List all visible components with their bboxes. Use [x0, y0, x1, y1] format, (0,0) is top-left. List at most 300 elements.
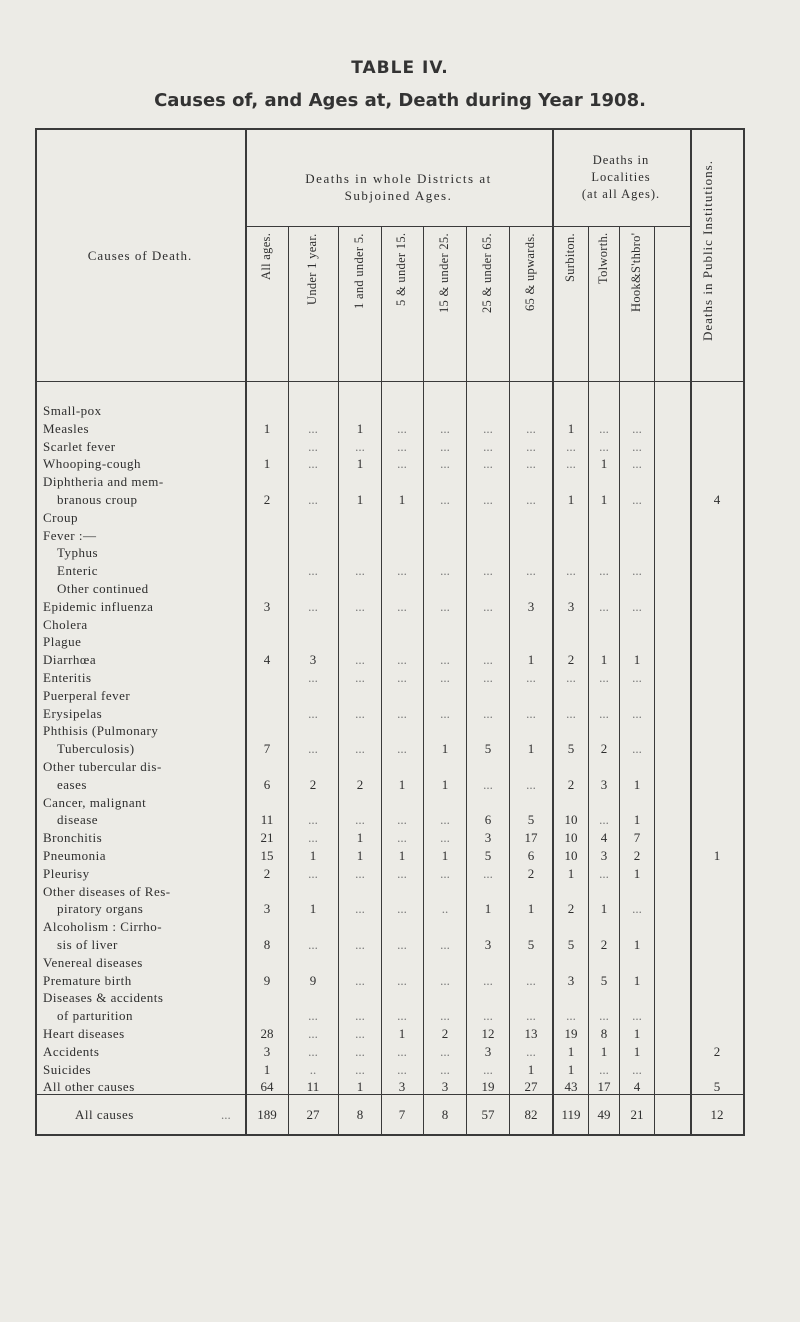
table-cell: 1: [633, 972, 641, 988]
table-cell: ...: [308, 1043, 318, 1059]
cause-label: Other diseases of Res-: [43, 883, 171, 899]
table-cell: 1: [398, 776, 406, 792]
totals-rule: [35, 1094, 745, 1095]
table-cell: ...: [308, 420, 318, 436]
table-cell: ...: [483, 598, 493, 614]
table-cell: 6: [484, 812, 492, 828]
table-cell: ...: [440, 1008, 450, 1024]
table-cell: 1: [263, 1061, 271, 1077]
table-cell: ...: [308, 598, 318, 614]
total-cell: 82: [524, 1107, 538, 1122]
table-cell: 1: [633, 1026, 641, 1041]
table-cell: 8: [600, 1026, 608, 1041]
table-cell: ...: [632, 705, 642, 721]
table-cell: ...: [397, 1008, 407, 1024]
table-cell: ...: [397, 652, 407, 668]
localities-group-header: [552, 152, 690, 203]
cause-label: Heart diseases: [43, 1026, 125, 1041]
total-cell: 57: [481, 1107, 495, 1122]
table-cell: 3: [484, 937, 492, 952]
table-cell: 1: [356, 492, 364, 507]
table-cell: 1: [527, 1061, 535, 1077]
table-cell: 2: [356, 776, 364, 792]
table-cell: ...: [440, 670, 450, 685]
table-cell: ...: [483, 438, 493, 454]
table-cell: 1: [356, 1079, 364, 1095]
table-cell: ...: [355, 1061, 365, 1077]
table-cell: 4: [600, 830, 608, 846]
leader-dots: ...: [221, 1107, 231, 1122]
table-cell: ...: [566, 670, 576, 685]
table-cell: 10: [564, 830, 578, 846]
table-cell: 1: [633, 937, 641, 952]
table-cell: ...: [632, 420, 642, 436]
cause-label: Erysipelas: [43, 705, 103, 721]
table-cell: ...: [483, 972, 493, 988]
table-cell: ...: [355, 705, 365, 721]
table-cell: 1: [633, 865, 641, 881]
table-cell: 15: [260, 848, 274, 863]
cause-label: Pleurisy: [43, 865, 90, 881]
table-cell: ...: [355, 741, 365, 757]
table-cell: ...: [440, 456, 450, 472]
cause-label: All other causes: [43, 1079, 135, 1095]
table-cell: ...: [440, 420, 450, 436]
cause-label-cont: piratory organs: [57, 901, 144, 917]
table-cell: ...: [599, 865, 609, 881]
col-rule: [423, 226, 424, 1136]
table-cell: ...: [308, 563, 318, 579]
cause-label: Premature birth: [43, 972, 132, 988]
table-cell: ...: [440, 598, 450, 614]
table-cell: 3: [441, 1079, 449, 1095]
table-cell: ...: [632, 598, 642, 614]
table-cell: 1: [633, 1043, 641, 1059]
cause-label: Puerperal fever: [43, 687, 131, 703]
cause-label: Bronchitis: [43, 830, 103, 846]
table-cell: ...: [599, 670, 609, 685]
table-cell: ...: [566, 705, 576, 721]
table-cell: ...: [308, 1026, 318, 1041]
table-cell: 4: [263, 652, 271, 668]
table-cell: ...: [483, 1008, 493, 1024]
table-cell: 1: [600, 456, 608, 472]
table-cell: 5: [567, 937, 575, 952]
table-cell: ...: [308, 492, 318, 507]
table-cell: ...: [483, 1061, 493, 1077]
table-cell: ...: [355, 901, 365, 917]
table-cell: ...: [355, 670, 365, 685]
header-rule: [35, 381, 745, 382]
group-rule: [245, 226, 690, 227]
table-cell: 1: [567, 1043, 575, 1059]
table-cell: 5: [484, 741, 492, 757]
table-cell: 10: [564, 812, 578, 828]
table-cell: 43: [564, 1079, 578, 1095]
table-cell: ...: [632, 438, 642, 454]
table-cell: ...: [483, 563, 493, 579]
table-cell: 1: [600, 1043, 608, 1059]
table-cell: ...: [397, 972, 407, 988]
table-cell: 1: [567, 1061, 575, 1077]
cause-label: Epidemic influenza: [43, 598, 154, 614]
public-institutions-header: Deaths in Public Institutions.: [700, 160, 715, 342]
table-cell: ...: [355, 563, 365, 579]
table-cell: ...: [355, 598, 365, 614]
table-cell: ...: [440, 652, 450, 668]
table-cell: 3: [527, 598, 535, 614]
column-header: Tolworth.: [596, 233, 610, 285]
table-cell: ...: [355, 972, 365, 988]
table-cell: 1: [263, 456, 271, 472]
table-cell: 1: [527, 901, 535, 917]
table-cell: ...: [308, 830, 318, 846]
table-cell: ...: [397, 420, 407, 436]
causes-header: Causes of Death.: [87, 248, 193, 263]
col-rule: [288, 226, 289, 1136]
table-cell: ...: [599, 563, 609, 579]
table-cell: ...: [632, 492, 642, 507]
table-cell: ...: [440, 492, 450, 507]
public-institution-value: 4: [713, 492, 721, 507]
table-cell: ...: [483, 776, 493, 792]
table-cell: 2: [309, 776, 317, 792]
table-cell: 3: [263, 598, 271, 614]
table-cell: ...: [397, 937, 407, 952]
column-header: 15 & under 25.: [437, 233, 451, 313]
total-cell: 189: [257, 1107, 277, 1122]
table-cell: 3: [567, 598, 575, 614]
table-cell: ...: [526, 670, 536, 685]
cause-label: Croup: [43, 509, 78, 525]
table-cell: ...: [355, 1043, 365, 1059]
table-cell: ...: [308, 865, 318, 881]
table-cell: ...: [397, 901, 407, 917]
table-cell: 3: [484, 830, 492, 846]
table-cell: ...: [440, 937, 450, 952]
table-cell: 1: [633, 812, 641, 828]
table-cell: ...: [355, 812, 365, 828]
left-border: [35, 128, 37, 1136]
cause-label-cont: branous croup: [57, 492, 138, 507]
table-cell: 2: [600, 937, 608, 952]
table-cell: 21: [260, 830, 274, 846]
table-cell: ...: [308, 937, 318, 952]
table-cell: 1: [309, 848, 317, 863]
table-cell: ...: [397, 705, 407, 721]
table-cell: ...: [632, 563, 642, 579]
table-cell: 11: [306, 1079, 320, 1095]
cause-label: Typhus: [57, 545, 99, 561]
table-cell: 8: [263, 937, 271, 952]
column-header: 5 & under 15.: [394, 233, 408, 307]
table-cell: ...: [483, 670, 493, 685]
top-border: [35, 128, 745, 130]
totals-label: All causes: [75, 1107, 134, 1122]
column-header: 25 & under 65.: [480, 233, 494, 313]
table-cell: 1: [263, 420, 271, 436]
table-cell: 1: [398, 848, 406, 863]
total-cell: 7: [398, 1107, 406, 1122]
localities-line2: Localities: [591, 170, 651, 184]
total-cell: 49: [597, 1107, 611, 1122]
table-cell: 5: [600, 972, 608, 988]
column-header: 65 & upwards.: [523, 233, 537, 311]
table-cell: 1: [527, 652, 535, 668]
table-number: TABLE IV.: [351, 58, 449, 78]
table-cell: ...: [397, 830, 407, 846]
table-cell: 2: [263, 492, 271, 507]
cause-label: Measles: [43, 420, 90, 436]
cause-label-cont: sis of liver: [57, 937, 118, 952]
localities-line1: Deaths in: [592, 153, 650, 167]
table-cell: ...: [397, 598, 407, 614]
table-cell: 10: [564, 848, 578, 863]
table-cell: 1: [398, 492, 406, 507]
table-title: Causes of, and Ages at, Death during Year 1908.: [154, 90, 646, 111]
column-header: Under 1 year.: [305, 233, 319, 305]
ages-group-header: [245, 170, 552, 204]
table-cell: 9: [263, 972, 271, 988]
table-cell: ...: [526, 438, 536, 454]
column-header: All ages.: [259, 233, 273, 281]
table-cell: 1: [398, 1026, 406, 1041]
table-cell: 1: [441, 741, 449, 757]
table-cell: 1: [441, 776, 449, 792]
table-cell: 5: [567, 741, 575, 757]
table-cell: ...: [566, 456, 576, 472]
table-cell: 6: [263, 776, 271, 792]
table-cell: ...: [526, 1043, 536, 1059]
total-cell: 27: [306, 1107, 320, 1122]
cause-label: Enteritis: [43, 670, 92, 685]
table-cell: 1: [600, 492, 608, 507]
table-cell: 2: [263, 865, 271, 881]
table-cell: ..: [309, 1061, 317, 1077]
table-cell: ...: [355, 652, 365, 668]
table-cell: ...: [599, 812, 609, 828]
ages-group-line2: Subjoined Ages.: [344, 188, 453, 203]
cause-label: Diphtheria and mem-: [43, 474, 164, 490]
cause-label: Cholera: [43, 616, 88, 632]
table-cell: ...: [526, 420, 536, 436]
table-cell: ...: [397, 438, 407, 454]
public-institution-value: 1: [713, 848, 721, 863]
cause-label: Accidents: [43, 1043, 100, 1059]
cause-label: Venereal diseases: [43, 954, 143, 970]
table-cell: 1: [356, 830, 364, 846]
table-cell: 6: [527, 848, 535, 863]
table-cell: ...: [599, 420, 609, 436]
table-cell: 9: [309, 972, 317, 988]
table-cell: 17: [597, 1079, 611, 1095]
table-cell: ...: [632, 1061, 642, 1077]
cause-label: Whooping-cough: [43, 456, 141, 472]
cause-label: Suicides: [43, 1061, 92, 1077]
table-cell: 13: [524, 1026, 538, 1041]
cause-label: Scarlet fever: [43, 438, 116, 454]
total-cell: 8: [441, 1107, 449, 1122]
table-cell: ...: [440, 1043, 450, 1059]
table-cell: 3: [309, 652, 317, 668]
cause-label-cont: disease: [57, 812, 99, 828]
table-cell: ...: [440, 865, 450, 881]
table-cell: ...: [632, 456, 642, 472]
table-cell: ...: [526, 456, 536, 472]
table-cell: ...: [632, 741, 642, 757]
table-cell: ...: [355, 1026, 365, 1041]
table-cell: ...: [566, 438, 576, 454]
table-cell: ...: [355, 865, 365, 881]
table-cell: ...: [526, 492, 536, 507]
table-cell: ...: [526, 563, 536, 579]
table-cell: 1: [633, 652, 641, 668]
table-cell: ...: [526, 972, 536, 988]
right-border: [743, 128, 745, 1136]
table-cell: ...: [440, 438, 450, 454]
localities-line3: (at all Ages).: [581, 187, 661, 201]
table-cell: 3: [484, 1043, 492, 1059]
table-cell: ...: [632, 670, 642, 685]
table-cell: 1: [356, 456, 364, 472]
table-cell: ...: [440, 563, 450, 579]
table-cell: ...: [440, 972, 450, 988]
table-cell: 1: [600, 901, 608, 917]
cause-label-cont: of parturition: [57, 1008, 133, 1024]
table-cell: ...: [308, 438, 318, 454]
table-cell: 1: [527, 741, 535, 757]
table-cell: ...: [632, 1008, 642, 1024]
table-cell: ...: [397, 812, 407, 828]
table-cell: 1: [441, 848, 449, 863]
table-cell: 1: [309, 901, 317, 917]
table-cell: ...: [566, 1008, 576, 1024]
table-cell: ...: [483, 492, 493, 507]
table-cell: 2: [567, 901, 575, 917]
table-cell: ...: [308, 456, 318, 472]
table-cell: 11: [260, 812, 274, 828]
table-cell: ...: [397, 741, 407, 757]
table-cell: ...: [397, 1043, 407, 1059]
table-cell: ...: [599, 438, 609, 454]
cause-label: Other tubercular dis-: [43, 759, 162, 774]
table-cell: ...: [526, 776, 536, 792]
table-cell: ...: [308, 741, 318, 757]
table-cell: 2: [567, 776, 575, 792]
cause-label: Other continued: [57, 581, 149, 596]
bottom-border: [35, 1134, 745, 1136]
total-cell: 21: [630, 1107, 644, 1122]
mortality-table: [35, 128, 745, 1136]
table-cell: ...: [397, 865, 407, 881]
table-cell: ...: [440, 705, 450, 721]
table-cell: 3: [263, 901, 271, 917]
table-cell: 19: [564, 1026, 578, 1041]
table-cell: 2: [600, 741, 608, 757]
table-cell: 27: [524, 1079, 538, 1095]
table-cell: ...: [308, 1008, 318, 1024]
table-cell: ...: [440, 812, 450, 828]
table-cell: 3: [398, 1079, 406, 1095]
table-cell: ...: [483, 652, 493, 668]
col-rule: [509, 226, 510, 1136]
table-cell: ...: [599, 1061, 609, 1077]
table-cell: 1: [600, 652, 608, 668]
table-cell: 1: [356, 848, 364, 863]
col-rule: [466, 226, 467, 1136]
table-cell: 1: [633, 776, 641, 792]
cause-label: Phthisis (Pulmonary: [43, 723, 159, 739]
table-cell: ...: [483, 705, 493, 721]
table-cell: 1: [567, 420, 575, 436]
table-cell: ...: [397, 563, 407, 579]
table-cell: ..: [441, 901, 449, 917]
table-cell: ...: [599, 598, 609, 614]
table-cell: 64: [260, 1079, 274, 1095]
cause-label: Alcoholism : Cirrho-: [43, 919, 163, 935]
column-header: 1 and under 5.: [352, 233, 366, 309]
public-institution-value: 5: [713, 1079, 721, 1095]
cause-label: Diseases & accidents: [43, 990, 164, 1006]
table-cell: 3: [600, 776, 608, 792]
table-cell: 2: [567, 652, 575, 668]
table-cell: ...: [483, 420, 493, 436]
table-cell: ...: [397, 670, 407, 685]
totals-public: 12: [710, 1107, 724, 1122]
cause-label-cont: Tuberculosis): [57, 741, 135, 757]
cause-label: Fever :—: [43, 527, 97, 543]
table-cell: ...: [355, 1008, 365, 1024]
table-cell: 3: [600, 848, 608, 863]
table-cell: 28: [260, 1026, 274, 1041]
table-cell: ...: [599, 705, 609, 721]
table-cell: ...: [355, 438, 365, 454]
total-cell: 119: [561, 1107, 581, 1122]
table-cell: ...: [526, 1008, 536, 1024]
column-header: Hook&S'thbro': [629, 233, 643, 313]
table-cell: 2: [441, 1026, 449, 1041]
table-cell: 2: [527, 865, 535, 881]
table-cell: 12: [481, 1026, 495, 1041]
table-cell: 1: [484, 901, 492, 917]
cause-label: Diarrhœa: [43, 652, 97, 668]
table-cell: ...: [526, 705, 536, 721]
table-cell: ...: [440, 1061, 450, 1077]
table-cell: 7: [633, 830, 641, 846]
table-cell: ...: [566, 563, 576, 579]
table-cell: 1: [567, 492, 575, 507]
table-cell: ...: [397, 1061, 407, 1077]
cause-label-cont: eases: [57, 776, 87, 792]
table-cell: 19: [481, 1079, 495, 1095]
table-cell: ...: [308, 670, 318, 685]
table-cell: ...: [483, 456, 493, 472]
public-institution-value: 2: [713, 1043, 721, 1059]
table-cell: ...: [397, 456, 407, 472]
cause-label: Cancer, malignant: [43, 794, 147, 810]
cause-label: Pneumonia: [43, 848, 106, 863]
table-cell: 4: [633, 1079, 641, 1095]
cause-label: Small-pox: [43, 403, 102, 418]
table-cell: ...: [483, 865, 493, 881]
table-cell: 1: [567, 865, 575, 881]
table-cell: 5: [484, 848, 492, 863]
table-cell: 3: [263, 1043, 271, 1059]
table-cell: 1: [356, 420, 364, 436]
table-cell: 2: [633, 848, 641, 863]
table-cell: 17: [524, 830, 538, 846]
table-cell: ...: [632, 901, 642, 917]
